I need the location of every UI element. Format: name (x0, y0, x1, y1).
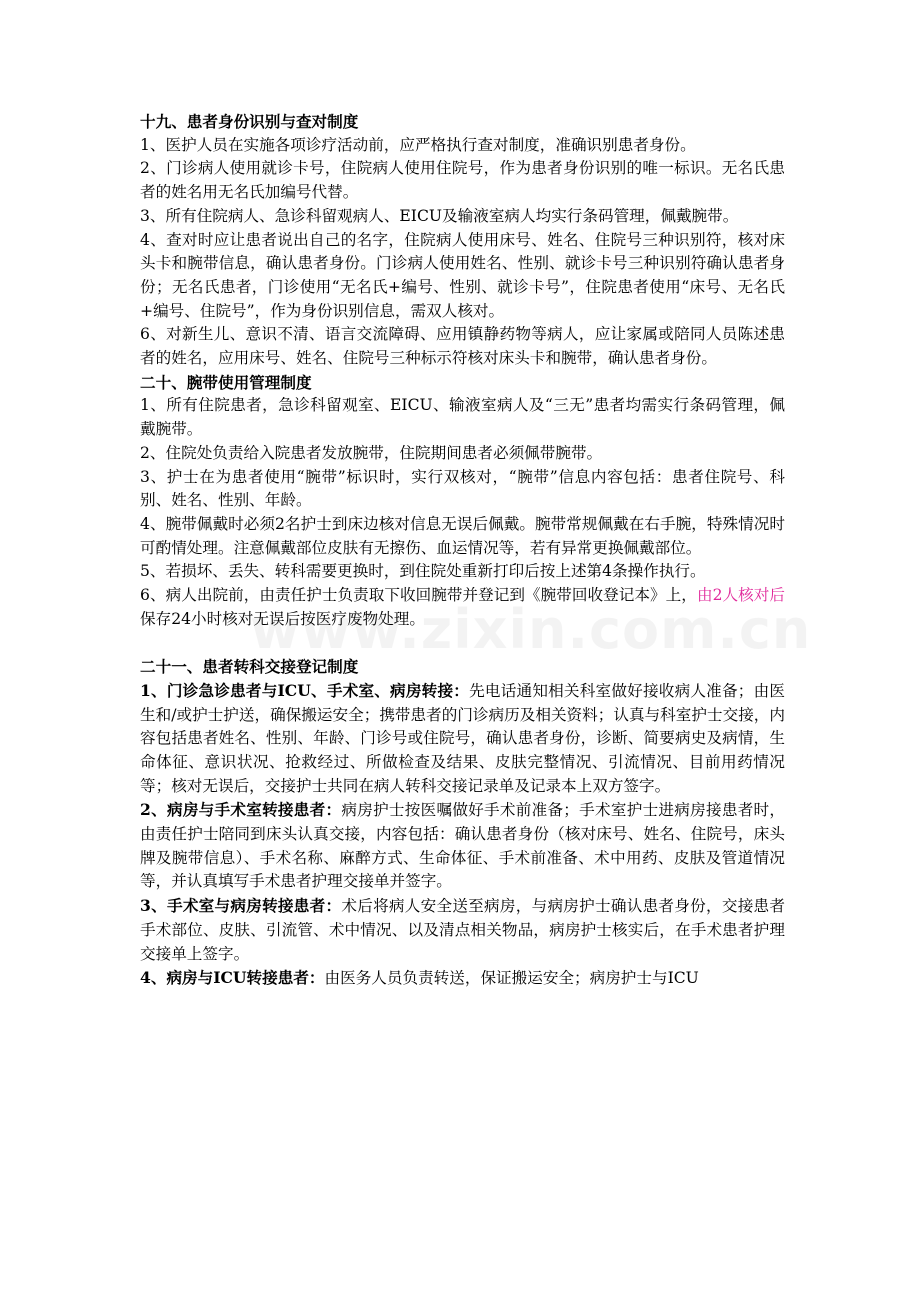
paragraph-lead: 1、门诊急诊患者与ICU、手术室、病房转接： (140, 680, 470, 700)
paragraph: 3、所有住院病人、急诊科留观病人、EICU及输液室病人均实行条码管理，佩戴腕带。 (140, 206, 739, 225)
paragraph (140, 584, 785, 631)
paragraph: 1、医护人员在实施各项诊疗活动前，应严格执行查对制度，准确识别患者身份。 (140, 135, 696, 154)
paragraph-text: 术后将病人安全送至病房，与病房护士确认患者身份，交接患者手术部位、皮肤、引流管、术中情况、以及清点相关物品，病房护士核实后，在手术患者护理交接单上签字。 (140, 897, 785, 963)
paragraph: 3、护士在为患者使用“腕带”标识时，实行双核对，“腕带”信息内容包括：患者住院号、科别、姓名、性别、年龄。 (140, 467, 785, 510)
paragraph: 1、所有住院患者，急诊科留观室、EICU、输液室病人及“三无”患者均需实行条码管理，佩戴腕带。 (140, 396, 785, 439)
paragraph-text: 病房护士按医嘱做好手术前准备；手术室护士进病房接患者时，由责任护士陪同到床头认真交接，内容包括：确认患者身份（核对床号、姓名、住院号，床头牌及腕带信息）、手术名称、麻醉方式、生命体征、手术前准备、术中用药、皮肤及管道情况等，并认真填写手术患者护理交接单并签字。 (140, 801, 785, 891)
paragraph-lead: 3、手术室与病房转接患者： (140, 896, 342, 916)
section-title: 二十一、患者转科交接登记制度 (140, 657, 359, 677)
paragraph-text: 保存24小时核对无误后按医疗废物处理。 (140, 609, 425, 628)
paragraph (140, 798, 785, 894)
paragraph: 5、若损坏、丢失、转科需要更换时，到住院处重新打印后按上述第4条操作执行。 (140, 562, 706, 581)
paragraph: 4、腕带佩戴时必须2名护士到床边核对信息无误后佩戴。腕带常规佩戴在右手腕，特殊情况时可酌情处理。注意佩戴部位皮肤有无擦伤、血运情况等，若有异常更换佩戴部位。 (140, 514, 785, 557)
paragraph (140, 679, 785, 799)
section-title: 十九、患者身份识别与查对制度 (140, 112, 359, 131)
paragraph (140, 894, 785, 966)
paragraph: 2、住院处负责给入院患者发放腕带，住院期间患者必须佩带腕带。 (140, 443, 603, 462)
blank-line (140, 631, 785, 655)
paragraph-lead: 2、病房与手术室转接患者： (140, 800, 342, 820)
paragraph-text: 由医务人员负责转送，保证搬运安全；病房护士与ICU (324, 969, 699, 988)
paragraph (140, 966, 785, 991)
paragraph-lead: 4、病房与ICU转接患者： (140, 968, 325, 988)
paragraph: 6、对新生儿、意识不清、语言交流障碍、应用镇静药物等病人，应让家属或陪同人员陈述患者的姓名，应用床号、姓名、住院号三种标示符核对床头卡和腕带，确认患者身份。 (140, 325, 785, 368)
section-title: 二十、腕带使用管理制度 (140, 372, 312, 392)
document-body (140, 110, 785, 991)
paragraph-text: 先电话通知相关科室做好接收病人准备；由医生和/或护士护送，确保搬运安全；携带患者的门诊病历及相关资料；认真与科室护士交接，内容包括患者姓名、性别、年龄、门诊号或住院号，确认患者身份，诊断、简要病史及病情，生命体征、意识状况、抢救经过、所做检查及结果、皮肤完整情况、引流情况、目前用药情况等；核对无误后，交接护士共同在病人转科交接记录单及记录本上双方签字。 (140, 681, 785, 795)
paragraph: 2、门诊病人使用就诊卡号，住院病人使用住院号，作为患者身份识别的唯一标识。无名氏患者的姓名用无名氏加编号代替。 (140, 159, 785, 202)
highlighted-text: 由2人核对后 (696, 586, 785, 605)
paragraph: 4、查对时应让患者说出自己的名字，住院病人使用床号、姓名、住院号三种识别符，核对床头卡和腕带信息，确认患者身份。门诊病人使用姓名、性别、就诊卡号三种识别符确认患者身份；无名氏患者，门诊使用“无名氏+编号、性别、就诊卡号”，住院患者使用“床号、无名氏+编号、住院号”，作为身份识别信息，需双人核对。 (140, 230, 785, 320)
paragraph-text: 6、病人出院前，由责任护士负责取下收回腕带并登记到《腕带回收登记本》上， (140, 586, 697, 605)
